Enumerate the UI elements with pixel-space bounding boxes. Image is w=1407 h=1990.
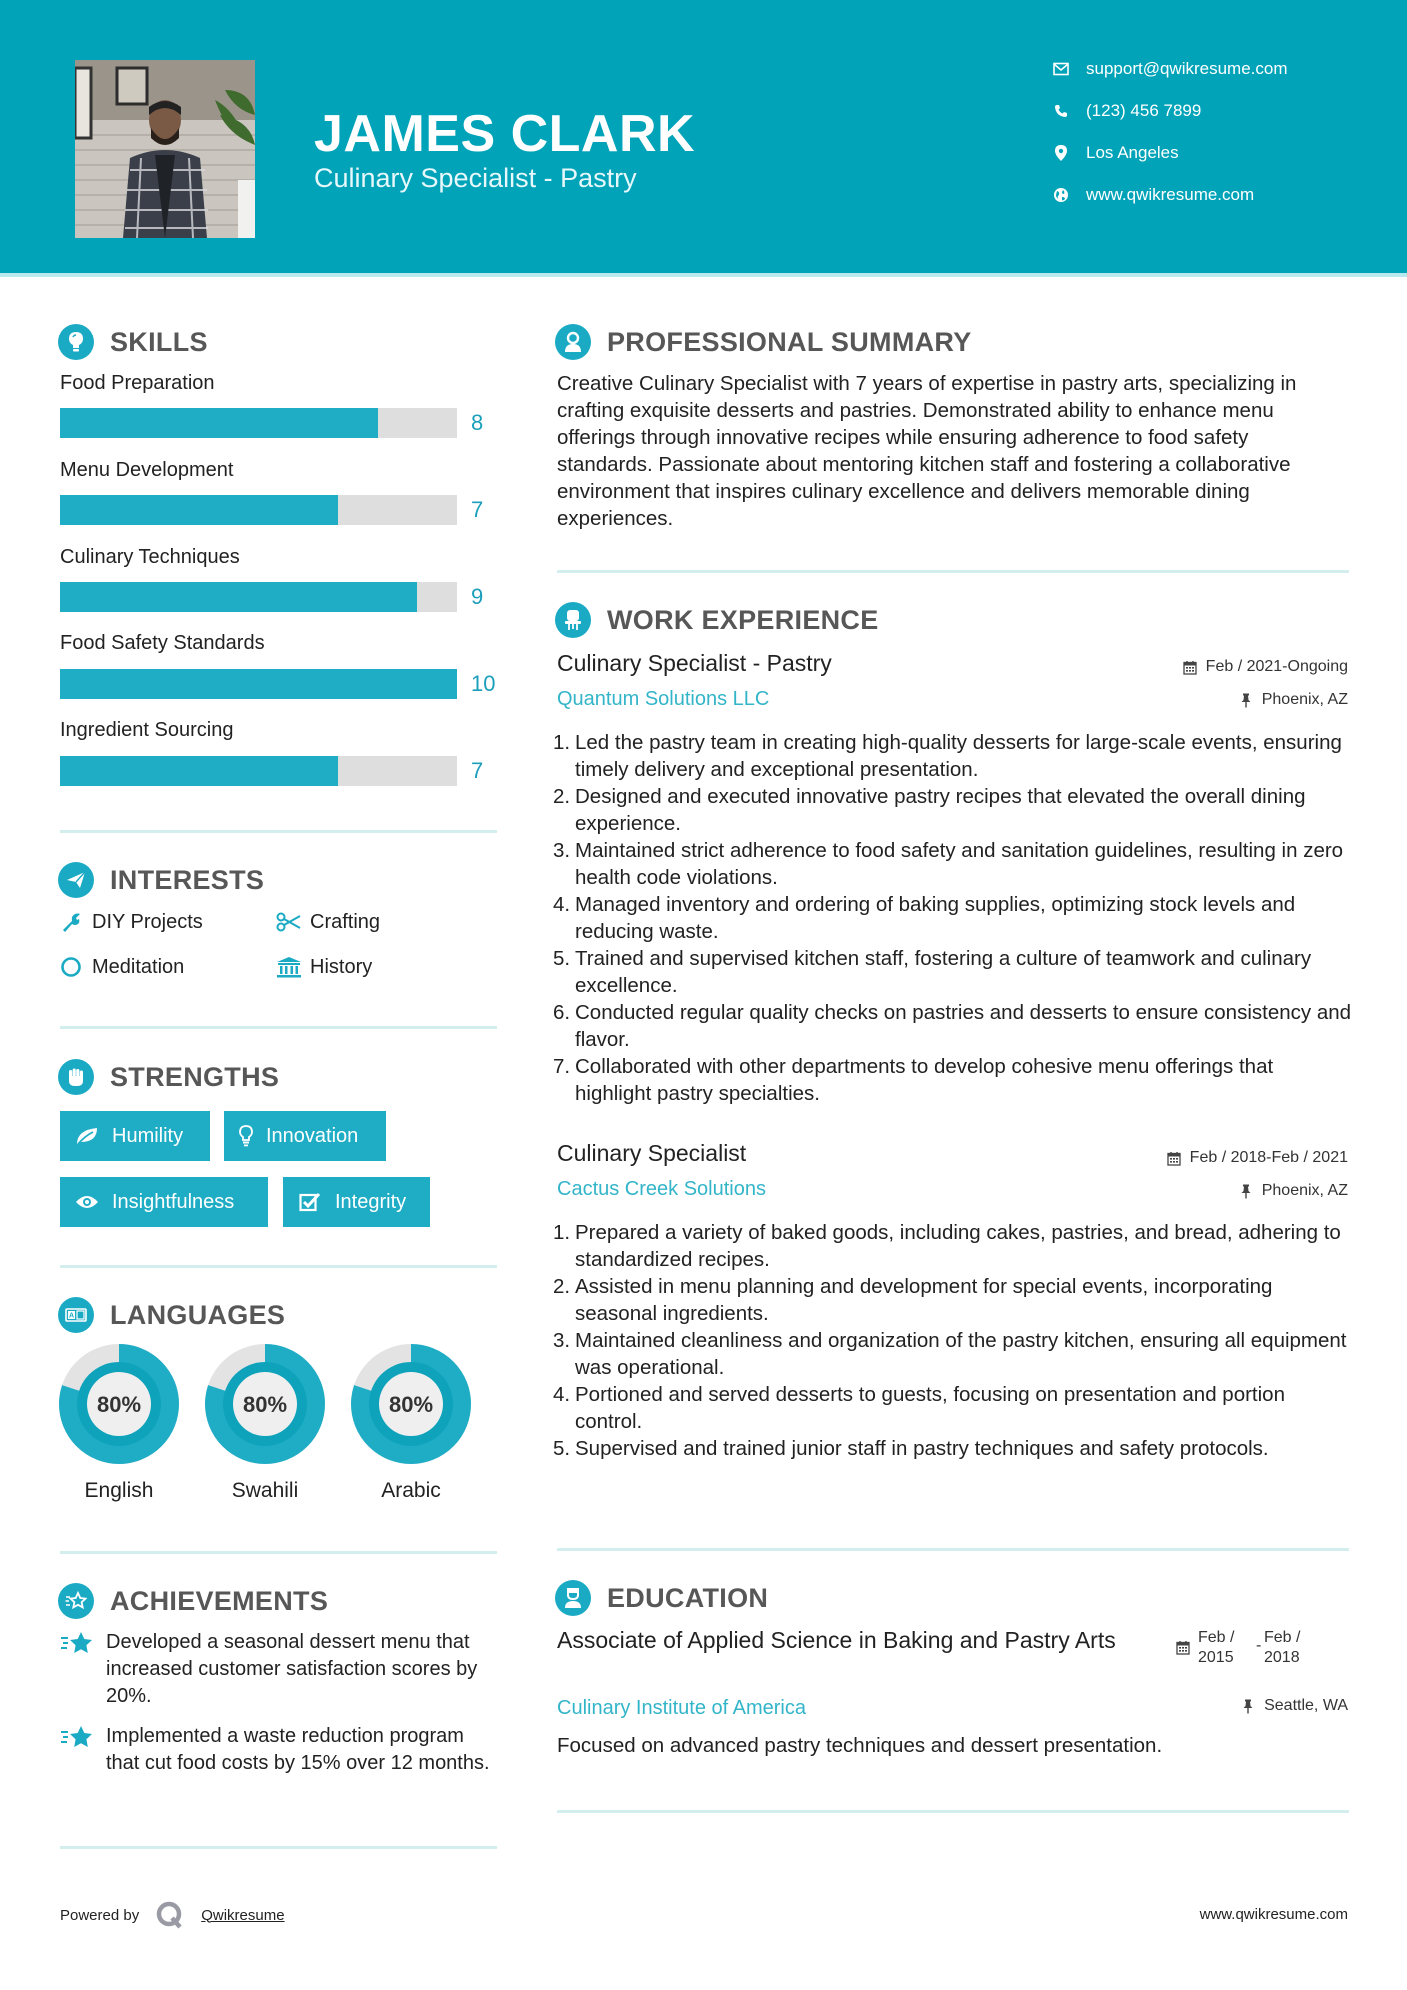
donut-chart [58, 1343, 180, 1465]
calendar-icon [1176, 1640, 1190, 1655]
donut-chart [350, 1343, 472, 1465]
responsibility-item [553, 1219, 1353, 1273]
education-title: EDUCATION [607, 1582, 769, 1613]
footer-website[interactable]: www.qwikresume.com [1199, 1906, 1348, 1923]
interest-item [58, 909, 203, 935]
skill-value: 10 [471, 671, 496, 696]
job-date [1182, 658, 1348, 676]
job-location-text: Phoenix, AZ [1261, 691, 1348, 708]
contact-website[interactable] [1050, 183, 1254, 207]
skill-bar-fill [60, 408, 378, 438]
responsibility-item [553, 999, 1353, 1053]
languages-title: LANGUAGES [110, 1299, 286, 1330]
language-english-donut [58, 1343, 180, 1470]
education-location-text: Seattle, WA [1264, 1697, 1348, 1714]
education-section-header [555, 1578, 768, 1618]
section-divider [60, 1551, 497, 1554]
responsibility-item [553, 1273, 1353, 1327]
envelope-icon [1050, 58, 1072, 80]
achievements-section-header [58, 1581, 328, 1621]
responsibility-item [553, 1053, 1353, 1107]
section-divider [60, 830, 497, 833]
language-name: Swahili [231, 1479, 299, 1502]
check-square-icon [297, 1189, 323, 1215]
circle-icon [58, 954, 84, 980]
footer-powered-by [60, 1900, 285, 1930]
strengths-title: STRENGTHS [110, 1061, 280, 1092]
profile-photo [75, 60, 255, 238]
school-name: Culinary Institute of America [557, 1697, 806, 1719]
item-number: 4. [553, 893, 571, 916]
section-divider [60, 1026, 497, 1029]
item-number: 5. [553, 947, 571, 970]
responsibility-item [553, 891, 1353, 945]
achievements-title: ACHIEVEMENTS [110, 1585, 329, 1616]
job-date-text: Feb / 2021-Ongoing [1205, 658, 1348, 675]
language-percent: 80% [96, 1392, 142, 1417]
responsibility-text: Led the pastry team in creating high-quality desserts for large-scale events, ensuring timely delivery and exceptional presentation. [575, 731, 1342, 781]
job-responsibilities [553, 1219, 1353, 1462]
skill-value: 7 [471, 758, 484, 783]
user-icon [555, 324, 591, 360]
bank-icon [276, 954, 302, 980]
skill-bar [60, 408, 457, 438]
responsibility-text: Collaborated with other departments to develop cohesive menu offerings that highlight pastry specialties. [575, 1055, 1274, 1105]
item-number: 1. [553, 731, 571, 754]
interest-item [276, 909, 380, 935]
star-icon [60, 1630, 94, 1658]
candidate-name: JAMES CLARK [314, 105, 696, 163]
skills-title: SKILLS [110, 326, 208, 357]
item-number: 4. [553, 1383, 571, 1406]
languages-section-header [58, 1295, 285, 1335]
item-number: 1. [553, 1221, 571, 1244]
item-number: 3. [553, 1329, 571, 1352]
job-location [1238, 1182, 1348, 1200]
responsibility-text: Supervised and trained junior staff in pastry techniques and safety protocols. [575, 1437, 1269, 1460]
responsibility-text: Portioned and served desserts to guests, focusing on presentation and portion control. [575, 1383, 1285, 1433]
svg-text:A: A [68, 1312, 75, 1320]
responsibility-text: Prepared a variety of baked goods, including cakes, pastries, and bread, adhering to standardized recipes. [575, 1221, 1341, 1271]
item-number: 7. [553, 1055, 571, 1078]
degree-title: Associate of Applied Science in Baking and Pastry Arts [557, 1627, 1116, 1653]
contact-phone[interactable] [1050, 99, 1201, 123]
education-date [1176, 1628, 1300, 1668]
skill-bar-fill [60, 756, 338, 786]
section-divider [557, 570, 1349, 573]
contact-website-text: www.qwikresume.com [1086, 185, 1255, 204]
job-date [1166, 1149, 1348, 1167]
skill-bar [60, 669, 457, 699]
interests-section-header [58, 860, 264, 900]
experience-title: WORK EXPERIENCE [607, 604, 879, 635]
responsibility-text: Managed inventory and ordering of baking supplies, optimizing stock levels and reducing waste. [575, 893, 1296, 943]
scissors-icon [276, 909, 302, 935]
star-icon [60, 1724, 94, 1752]
skill-value: 9 [471, 584, 484, 609]
strength-label: Innovation [266, 1124, 359, 1147]
briefcase-chair-icon [555, 602, 591, 638]
pushpin-icon [1240, 1698, 1256, 1714]
section-divider [557, 1548, 1349, 1551]
job-responsibilities [553, 729, 1353, 1107]
strength-tag [283, 1177, 430, 1227]
responsibility-item [553, 945, 1353, 999]
education-end [1264, 1628, 1300, 1668]
lightbulb-icon [58, 324, 94, 360]
start-month: Feb / [1198, 1629, 1235, 1646]
contact-email-text: support@qwikresume.com [1086, 59, 1288, 78]
experience-section-header [555, 600, 879, 640]
achievement-item [60, 1723, 500, 1777]
contact-email[interactable] [1050, 57, 1288, 81]
date-separator: - [1256, 1637, 1262, 1654]
header-bottom-line [0, 273, 1407, 277]
interest-label: History [310, 955, 373, 978]
end-year: 2018 [1264, 1649, 1300, 1666]
skill-bar-fill [60, 669, 457, 699]
strength-label: Integrity [335, 1190, 407, 1213]
contact-phone-text: (123) 456 7899 [1086, 101, 1202, 120]
company-name: Cactus Creek Solutions [557, 1178, 766, 1200]
skill-name: Ingredient Sourcing [60, 719, 234, 741]
skill-name: Culinary Techniques [60, 546, 240, 568]
language-name: English [84, 1479, 154, 1502]
strength-label: Humility [112, 1124, 184, 1147]
leaf-icon [74, 1123, 100, 1149]
language-arabic-donut [350, 1343, 472, 1470]
paper-plane-icon [58, 862, 94, 898]
fist-icon [58, 1059, 94, 1095]
calendar-icon [1182, 659, 1198, 675]
candidate-title: Culinary Specialist - Pastry [314, 163, 637, 193]
responsibility-item [553, 729, 1353, 783]
company-name: Quantum Solutions LLC [557, 688, 770, 710]
pushpin-icon [1238, 692, 1254, 708]
education-location [1240, 1697, 1348, 1715]
responsibility-item [553, 1435, 1353, 1462]
contact-location [1050, 141, 1179, 165]
powered-by-label: Powered by [60, 1906, 140, 1924]
responsibility-text: Maintained strict adherence to food safety and sanitation guidelines, resulting in zero health code violations. [575, 839, 1344, 889]
globe-icon [1050, 184, 1072, 206]
profile-photo-illustration [75, 60, 255, 238]
job-date-text: Feb / 2018-Feb / 2021 [1189, 1149, 1348, 1166]
responsibility-item [553, 783, 1353, 837]
contact-location-text: Los Angeles [1086, 143, 1179, 162]
responsibility-item [553, 837, 1353, 891]
item-number: 5. [553, 1437, 571, 1460]
strength-tag [60, 1111, 210, 1161]
education-description: Focused on advanced pastry techniques and dessert presentation. [557, 1734, 1163, 1757]
responsibility-text: Maintained cleanliness and organization of the pastry kitchen, ensuring all equipment was operational. [575, 1329, 1347, 1379]
qwikresume-link[interactable]: Qwikresume [201, 1906, 285, 1924]
phone-icon [1050, 100, 1072, 122]
strength-label: Insightfulness [112, 1190, 235, 1213]
pushpin-icon [1238, 1183, 1254, 1199]
responsibility-text: Designed and executed innovative pastry recipes that elevated the overall dining experience. [575, 785, 1306, 835]
achievement-text: Developed a seasonal dessert menu that increased customer satisfaction scores by 20%. [106, 1631, 478, 1707]
calendar-icon [1166, 1150, 1182, 1166]
lightbulb-icon [238, 1123, 254, 1149]
star-badge-icon [58, 1583, 94, 1619]
job-title: Culinary Specialist - Pastry [557, 650, 832, 676]
responsibility-item [553, 1381, 1353, 1435]
job-location-text: Phoenix, AZ [1261, 1182, 1348, 1199]
interest-item [58, 954, 184, 980]
skill-bar-fill [60, 495, 338, 525]
map-marker-icon [1050, 142, 1072, 164]
wrench-icon [58, 909, 84, 935]
responsibility-item [553, 1327, 1353, 1381]
strengths-section-header [58, 1057, 279, 1097]
language-percent: 80% [242, 1392, 288, 1417]
education-start [1198, 1628, 1256, 1668]
responsibility-text: Conducted regular quality checks on pastries and desserts to ensure consistency and flavor. [575, 1001, 1352, 1051]
donut-chart [204, 1343, 326, 1465]
item-number: 3. [553, 839, 571, 862]
section-divider [557, 1810, 1349, 1813]
summary-section-header [555, 322, 972, 362]
job-location [1238, 691, 1348, 709]
strength-tag [224, 1111, 386, 1161]
skill-bar [60, 495, 457, 525]
interest-label: Crafting [310, 910, 381, 933]
achievement-text: Implemented a waste reduction program that cut food costs by 15% over 12 months. [106, 1725, 490, 1774]
interest-label: Meditation [92, 955, 185, 978]
skill-name: Food Preparation [60, 372, 215, 394]
skills-section-header [58, 322, 208, 362]
strength-tag [60, 1177, 268, 1227]
skill-value: 8 [471, 410, 484, 435]
responsibility-text: Trained and supervised kitchen staff, fostering a culture of teamwork and culinary excellence. [575, 947, 1312, 997]
interest-item [276, 954, 372, 980]
interest-label: DIY Projects [92, 910, 203, 933]
language-icon [58, 1297, 94, 1333]
eye-icon [74, 1189, 100, 1215]
item-number: 2. [553, 785, 571, 808]
skill-name: Food Safety Standards [60, 632, 265, 654]
skill-bar [60, 582, 457, 612]
skill-value: 7 [471, 497, 484, 522]
skill-bar [60, 756, 457, 786]
summary-title: PROFESSIONAL SUMMARY [607, 326, 972, 357]
interests-title: INTERESTS [110, 864, 265, 895]
item-number: 2. [553, 1275, 571, 1298]
graduate-icon [555, 1580, 591, 1616]
language-percent: 80% [388, 1392, 434, 1417]
section-divider [60, 1846, 497, 1849]
qwikresume-logo-icon [155, 1900, 185, 1930]
skill-bar-fill [60, 582, 417, 612]
summary-text: Creative Culinary Specialist with 7 years of expertise in pastry arts, specializing in crafting exquisite desserts and pastries. Demonstrated ability to enhance menu offerings through innovative recipes while ensuring adherence to food safety standards. Passionate about mentoring kitchen staff and fostering a collaborative environment that inspires culinary excellence and delivers memorable dining experiences. [557, 372, 1297, 530]
achievement-item [60, 1629, 500, 1710]
language-swahili-donut [204, 1343, 326, 1470]
start-year: 2015 [1198, 1649, 1234, 1666]
skill-name: Menu Development [60, 459, 234, 481]
item-number: 6. [553, 1001, 571, 1024]
section-divider [60, 1265, 497, 1268]
job-title: Culinary Specialist [557, 1140, 747, 1166]
responsibility-text: Assisted in menu planning and development for special events, incorporating seasonal ingredients. [575, 1275, 1273, 1325]
end-month: Feb / [1264, 1629, 1301, 1646]
language-name: Arabic [381, 1479, 441, 1502]
